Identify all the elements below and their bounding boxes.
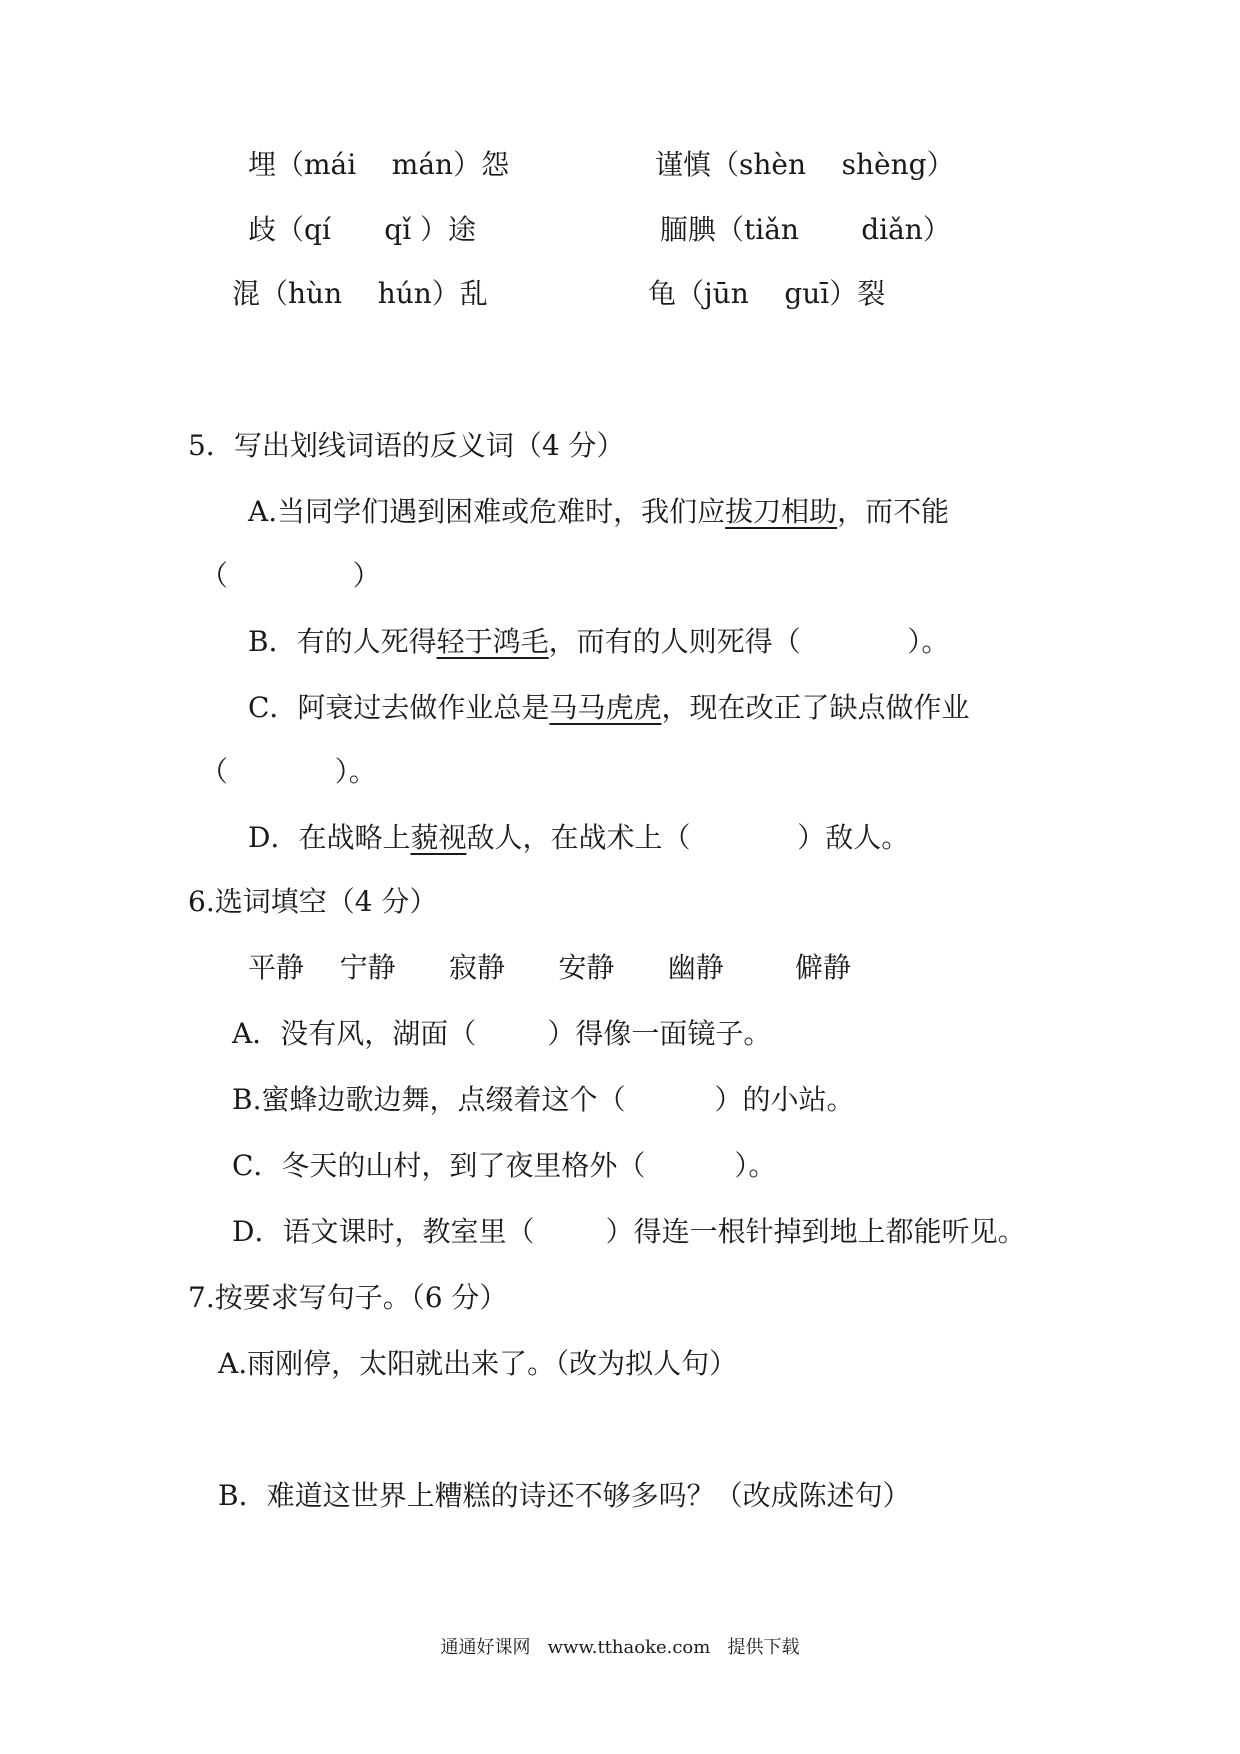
q5-a-after: ，而不能 xyxy=(837,495,950,528)
pinyin-item-6: 龟（jūn guī）裂 xyxy=(648,277,886,310)
q6-item-d: D．语文课时，教室里（ ）得连一根针掉到地上都能听见。 xyxy=(232,1215,1026,1248)
q5-item-c xyxy=(248,688,969,728)
q6-item-a: A．没有风，湖面（ ）得像一面镜子。 xyxy=(232,1017,772,1050)
pinyin-item-3: 歧（qí qǐ ）途 xyxy=(248,213,477,246)
q5-c-before: C．阿衰过去做作业总是 xyxy=(248,691,550,724)
page-footer: 通通好课网 www.tthaoke.com 提供下载 xyxy=(440,1637,800,1658)
q5-item-a xyxy=(248,492,949,532)
q6-item-c: C．冬天的山村，到了夜里格外（ ）。 xyxy=(232,1149,777,1182)
pinyin-item-1: 埋（mái mán）怨 xyxy=(248,148,510,181)
q7-title: 7.按要求写句子。（6 分） xyxy=(188,1281,508,1314)
q6-item-b: B.蜜蜂边歌边舞，点缀着这个（ ）的小站。 xyxy=(232,1083,855,1116)
q6-word-bank: 平静 宁静 寂静 安静 幽静 僻静 xyxy=(248,951,852,984)
q5-item-b xyxy=(248,622,949,662)
q7-item-a: A.雨刚停，太阳就出来了。（改为拟人句） xyxy=(218,1347,738,1380)
q5-d-underlined: 藐视 xyxy=(410,821,467,854)
q5-d-before: D．在战略上 xyxy=(248,821,411,854)
q5-d-after: 敌人，在战术上（ ）敌人。 xyxy=(466,821,910,854)
pinyin-item-2: 谨慎（shèn shèng） xyxy=(655,148,955,181)
pinyin-item-5: 混（hùn hún）乱 xyxy=(232,277,488,310)
q5-b-after: ，而有的人则死得（ ）。 xyxy=(548,625,950,658)
q5-a-blank: （ ） xyxy=(200,559,381,592)
q5-title: 5．写出划线词语的反义词（4 分） xyxy=(188,429,625,462)
q5-b-before: B．有的人死得 xyxy=(248,625,437,658)
q5-a-before: A.当同学们遇到困难或危难时，我们应 xyxy=(248,495,726,528)
q5-c-after: ，现在改正了缺点做作业 xyxy=(661,691,970,724)
q6-title: 6.选词填空（4 分） xyxy=(188,885,438,918)
q5-item-d xyxy=(248,818,909,858)
q5-b-underlined: 轻于鸿毛 xyxy=(436,625,549,658)
q5-a-underlined: 拔刀相助 xyxy=(725,495,838,528)
q7-item-b: B．难道这世界上糟糕的诗还不够多吗？（改成陈述句） xyxy=(218,1479,911,1512)
q5-c-underlined: 马马虎虎 xyxy=(549,691,662,724)
q5-c-blank: （ ）。 xyxy=(200,755,377,788)
pinyin-item-4: 腼腆（tiǎn diǎn） xyxy=(660,213,951,246)
